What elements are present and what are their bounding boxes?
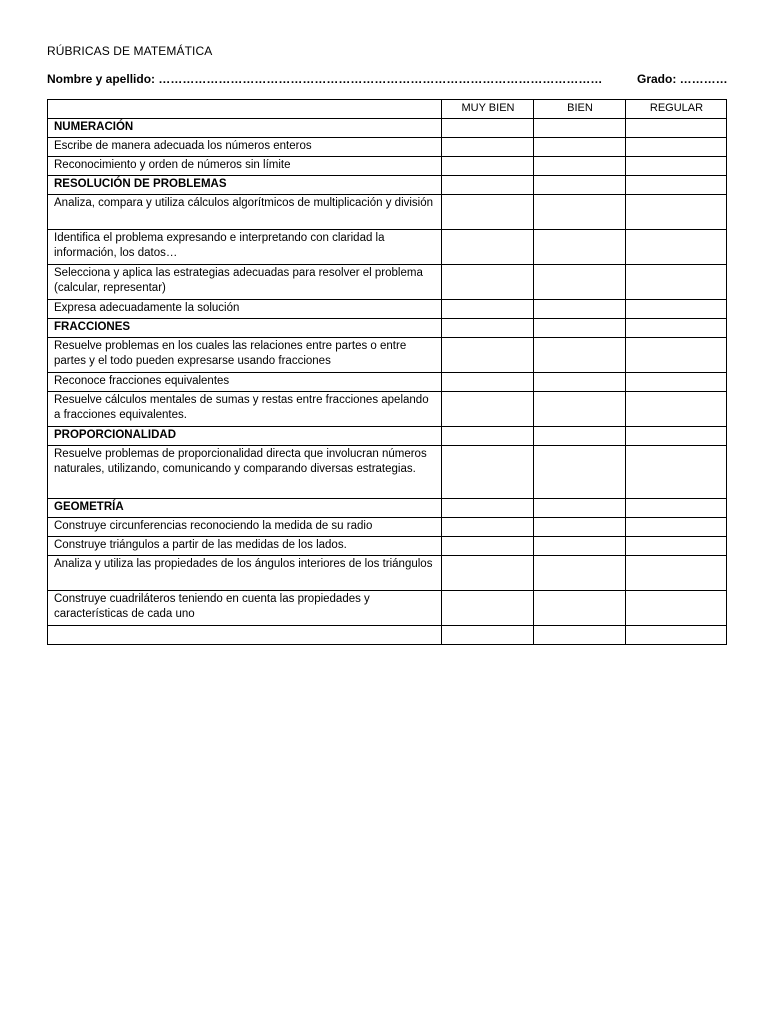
cell-bien[interactable] [534, 300, 626, 319]
table-row [48, 265, 727, 300]
cell-muy-bien[interactable] [442, 338, 534, 373]
criterion-label: Construye triángulos a partir de las medidas de los lados. [48, 537, 442, 556]
section-row-resolucion [48, 176, 727, 195]
cell-bien[interactable] [534, 265, 626, 300]
cell-muy-bien[interactable] [442, 392, 534, 427]
criterion-label: Expresa adecuadamente la solución [48, 300, 442, 319]
cell-muy-bien[interactable] [442, 518, 534, 537]
cell-regular[interactable] [626, 427, 727, 446]
cell-regular[interactable] [626, 392, 727, 427]
section-label: RESOLUCIÓN DE PROBLEMAS [48, 176, 442, 195]
cell-regular[interactable] [626, 195, 727, 230]
cell-bien[interactable] [534, 446, 626, 499]
cell-muy-bien[interactable] [442, 319, 534, 338]
cell-muy-bien[interactable] [442, 230, 534, 265]
table-row [48, 392, 727, 427]
table-row [48, 556, 727, 591]
table-row [48, 591, 727, 626]
cell-regular[interactable] [626, 119, 727, 138]
cell-regular[interactable] [626, 265, 727, 300]
header-criteria [48, 100, 442, 119]
table-row [48, 157, 727, 176]
cell-bien[interactable] [534, 537, 626, 556]
criterion-label: Reconoce fracciones equivalentes [48, 373, 442, 392]
cell-muy-bien[interactable] [442, 537, 534, 556]
cell-regular[interactable] [626, 138, 727, 157]
cell-regular[interactable] [626, 499, 727, 518]
cell-regular[interactable] [626, 626, 727, 645]
cell-bien[interactable] [534, 176, 626, 195]
cell-regular[interactable] [626, 373, 727, 392]
cell-bien[interactable] [534, 499, 626, 518]
table-row [48, 195, 727, 230]
cell-bien[interactable] [534, 138, 626, 157]
criterion-label: Resuelve problemas en los cuales las relaciones entre partes o entre partes y el todo pueden expresarse usando fracciones [48, 338, 442, 373]
criterion-label: Analiza, compara y utiliza cálculos algorítmicos de multiplicación y división [48, 195, 442, 230]
table-row [48, 518, 727, 537]
grade-field: Grado: ………… [637, 72, 728, 86]
cell-bien[interactable] [534, 373, 626, 392]
section-label: NUMERACIÓN [48, 119, 442, 138]
table-row [48, 338, 727, 373]
cell-muy-bien[interactable] [442, 427, 534, 446]
section-label: PROPORCIONALIDAD [48, 427, 442, 446]
table-row [48, 537, 727, 556]
cell-muy-bien[interactable] [442, 591, 534, 626]
section-row-geometria [48, 499, 727, 518]
section-row-proporcionalidad [48, 427, 727, 446]
cell-regular[interactable] [626, 537, 727, 556]
criterion-label: Identifica el problema expresando e interpretando con claridad la información, los datos… [48, 230, 442, 265]
cell-muy-bien[interactable] [442, 626, 534, 645]
cell-bien[interactable] [534, 157, 626, 176]
cell-bien[interactable] [534, 626, 626, 645]
student-name-field: Nombre y apellido: ………………………………………………………………………………………………… [47, 72, 603, 86]
cell-bien[interactable] [534, 319, 626, 338]
cell-bien[interactable] [534, 230, 626, 265]
cell-bien[interactable] [534, 518, 626, 537]
criterion-label: Reconocimiento y orden de números sin límite [48, 157, 442, 176]
cell-regular[interactable] [626, 518, 727, 537]
table-row [48, 373, 727, 392]
header-regular: REGULAR [626, 100, 727, 119]
rubric-table [47, 99, 727, 645]
criterion-label: Selecciona y aplica las estrategias adecuadas para resolver el problema (calcular, representar) [48, 265, 442, 300]
criterion-label: Construye circunferencias reconociendo la medida de su radio [48, 518, 442, 537]
cell-muy-bien[interactable] [442, 176, 534, 195]
table-header-row [48, 100, 727, 119]
table-row-empty [48, 626, 727, 645]
cell-muy-bien[interactable] [442, 300, 534, 319]
criterion-label[interactable] [48, 626, 442, 645]
cell-bien[interactable] [534, 427, 626, 446]
header-bien: BIEN [534, 100, 626, 119]
criterion-label: Construye cuadriláteros teniendo en cuenta las propiedades y características de cada uno [48, 591, 442, 626]
criterion-label: Escribe de manera adecuada los números enteros [48, 138, 442, 157]
section-row-fracciones [48, 319, 727, 338]
section-label: GEOMETRÍA [48, 499, 442, 518]
criterion-label: Analiza y utiliza las propiedades de los ángulos interiores de los triángulos [48, 556, 442, 591]
cell-muy-bien[interactable] [442, 446, 534, 499]
cell-bien[interactable] [534, 591, 626, 626]
cell-regular[interactable] [626, 319, 727, 338]
table-row [48, 138, 727, 157]
cell-muy-bien[interactable] [442, 195, 534, 230]
cell-regular[interactable] [626, 338, 727, 373]
cell-regular[interactable] [626, 300, 727, 319]
table-row [48, 300, 727, 319]
cell-muy-bien[interactable] [442, 265, 534, 300]
section-label: FRACCIONES [48, 319, 442, 338]
table-row [48, 446, 727, 499]
cell-muy-bien[interactable] [442, 157, 534, 176]
cell-bien[interactable] [534, 119, 626, 138]
cell-bien[interactable] [534, 195, 626, 230]
cell-regular[interactable] [626, 446, 727, 499]
cell-regular[interactable] [626, 591, 727, 626]
table-row [48, 230, 727, 265]
cell-muy-bien[interactable] [442, 556, 534, 591]
cell-bien[interactable] [534, 556, 626, 591]
cell-regular[interactable] [626, 230, 727, 265]
cell-muy-bien[interactable] [442, 499, 534, 518]
cell-muy-bien[interactable] [442, 138, 534, 157]
cell-bien[interactable] [534, 338, 626, 373]
criterion-label: Resuelve cálculos mentales de sumas y restas entre fracciones apelando a fracciones equivalentes. [48, 392, 442, 427]
section-row-numeracion [48, 119, 727, 138]
cell-regular[interactable] [626, 157, 727, 176]
criterion-label: Resuelve problemas de proporcionalidad directa que involucran números naturales, utilizando, comunicando y comparando diversas estrategias. [48, 446, 442, 499]
cell-regular[interactable] [626, 176, 727, 195]
page-title: RÚBRICAS DE MATEMÁTICA [47, 44, 213, 58]
header-muy-bien: MUY BIEN [442, 100, 534, 119]
cell-bien[interactable] [534, 392, 626, 427]
cell-muy-bien[interactable] [442, 119, 534, 138]
cell-muy-bien[interactable] [442, 373, 534, 392]
cell-regular[interactable] [626, 556, 727, 591]
